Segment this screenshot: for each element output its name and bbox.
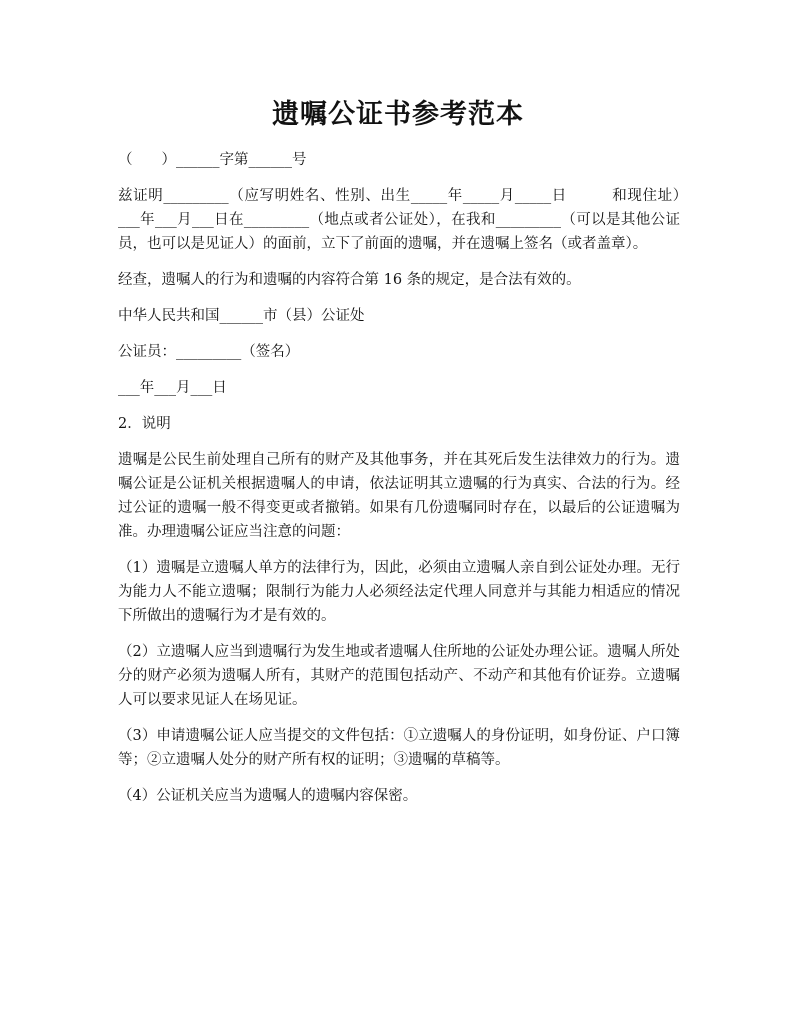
- date-line: ___年___月___日: [118, 380, 227, 396]
- certification-paragraph: 兹证明_________（应写明姓名、性别、出生_____年_____月_____日 和现住址） ___年___月___日在_________（地点或者公证处），在我和_________（可以是其他公证员，也可以是见证人）的面前，立下了前面的遗嘱，并在遗嘱上签名（或者盖章）。: [118, 188, 738, 252]
- document-body: [118, 148, 738, 820]
- notary-signature-line: 公证员：_________（签名）: [118, 344, 300, 360]
- note-item-2: （2）立遗嘱人应当到遗嘱行为发生地或者遗嘱人住所地的公证处办理公证。遗嘱人所处分的财产必须为遗嘱人所有，其财产的范围包括动产、不动产和其他有价证券。立遗嘱人可以要求见证人在场见证。: [118, 644, 680, 708]
- notary-office-line: 中华人民共和国______市（县）公证处: [118, 308, 365, 324]
- note-item-1: （1）遗嘱是立遗嘱人单方的法律行为，因此，必须由立遗嘱人亲自到公证处办理。无行为能力人不能立遗嘱；限制行为能力人必须经法定代理人同意并与其能力相适应的情况下所做出的遗嘱行为才是有效的。: [118, 560, 680, 624]
- note-item-3: （3）申请遗嘱公证人应当提交的文件包括：①立遗嘱人的身份证明，如身份证、户口簿等；②立遗嘱人处分的财产所有权的证明；③遗嘱的草稿等。: [118, 728, 680, 768]
- verification-paragraph: 经查，遗嘱人的行为和遗嘱的内容符合第 16 条的规定，是合法有效的。: [118, 272, 581, 288]
- explanation-paragraph: 遗嘱是公民生前处理自己所有的财产及其他事务，并在其死后发生法律效力的行为。遗嘱公证是公证机关根据遗嘱人的申请，依法证明其立遗嘱的行为真实、合法的行为。经过公证的遗嘱一般不得变更或者撤销。如果有几份遗嘱同时存在，以最后的公证遗嘱为准。办理遗嘱公证应当注意的问题：: [118, 452, 680, 540]
- certificate-number-line: （ ）______字第______号: [118, 152, 307, 168]
- document-title: 遗嘱公证书参考范本: [272, 99, 524, 130]
- section-heading: 2．说明: [118, 416, 171, 432]
- note-item-4: （4）公证机关应当为遗嘱人的遗嘱内容保密。: [118, 788, 418, 804]
